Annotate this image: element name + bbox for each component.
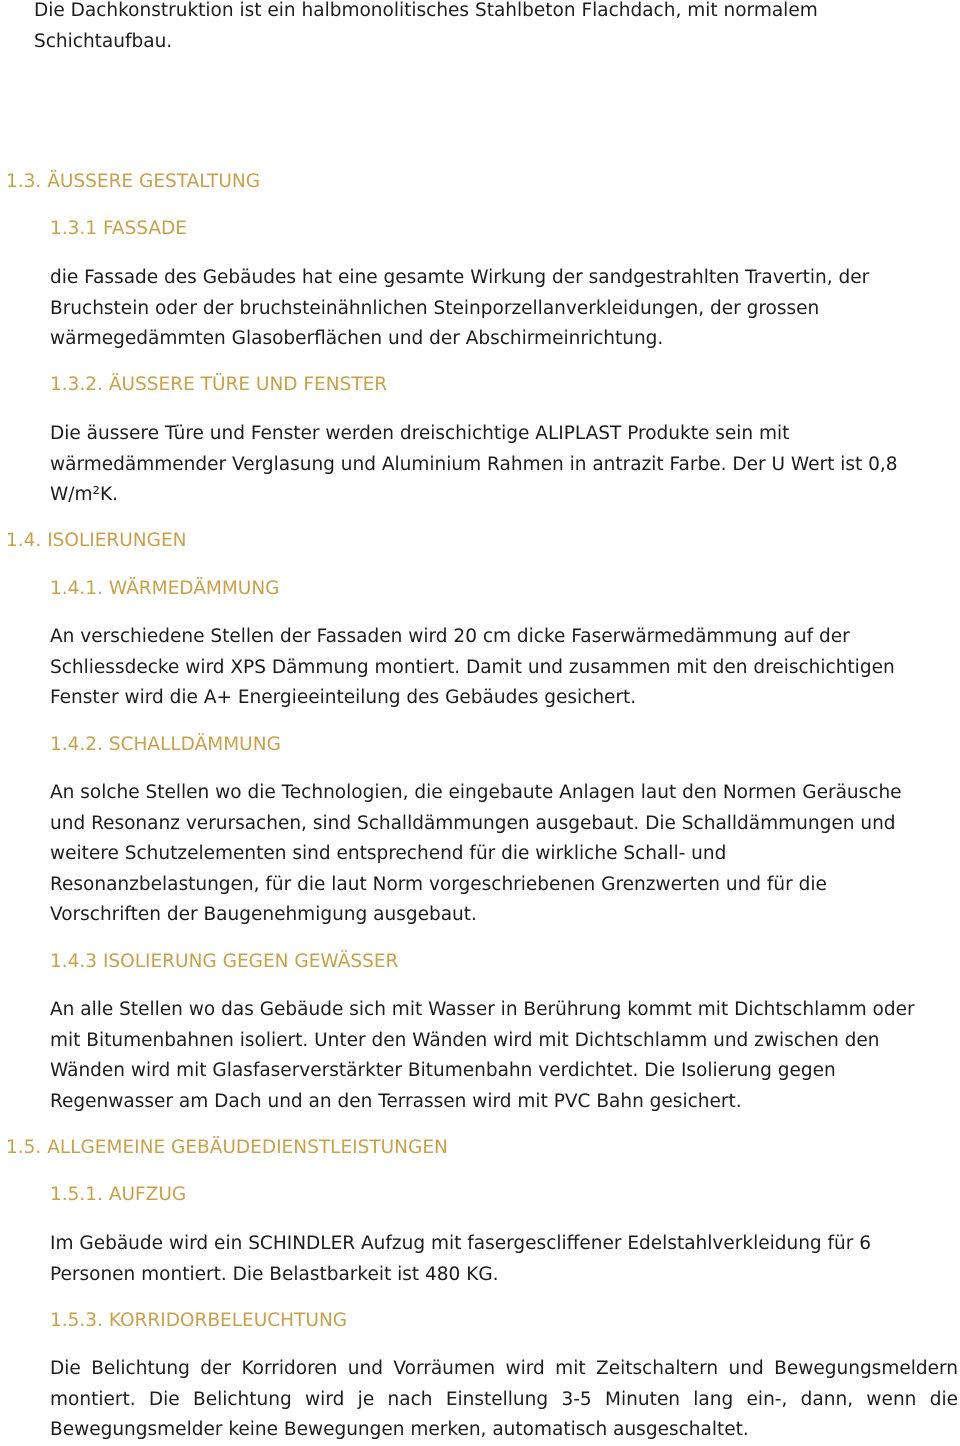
heading-1-4-1	[50, 576, 280, 602]
heading-1-5	[6, 1135, 448, 1161]
schalldaemmung-paragraph: An solche Stellen wo die Technologien, die eingebaute Anlagen laut den Normen Geräusche und Resonanz verursachen, sind Schalldämmungen ausgebaut. Die Schalldämmungen und weitere Schutzelementen sind entsprechend für die wirkliche Schall- und Resonanzbelastungen, für die laut Norm vorgeschriebenen Grenzwerten und für die Vorschriften der Baugenehmigung ausgebaut.	[50, 782, 902, 925]
heading-1-4-3	[50, 949, 398, 975]
heading-number: 1.3.	[6, 171, 42, 192]
heading-1-4-2	[50, 732, 281, 758]
heading-number: 1.3.1	[50, 218, 98, 239]
heading-number: 1.5.3.	[50, 1310, 103, 1331]
fassade-paragraph: die Fassade des Gebäudes hat eine gesamte Wirkung der sandgestrahlten Travertin, der Bruchstein oder der bruchsteinähnlichen Steinporzellanverkleidungen, der grossen wärmegedämmten Glasoberflächen und der Abschirmeinrichtung.	[50, 267, 870, 349]
heading-title: SCHALLDÄMMUNG	[108, 734, 281, 755]
heading-title: KORRIDORBELEUCHTUNG	[108, 1310, 348, 1331]
heading-number: 1.4.1.	[50, 578, 103, 599]
heading-title: ALLGEMEINE GEBÄUDEDIENSTLEISTUNGEN	[47, 1137, 448, 1158]
waermedaemmung-paragraph: An verschiedene Stellen der Fassaden wird 20 cm dicke Faserwärmedämmung auf der Schliessdecke wird XPS Dämmung montiert. Damit und zusammen mit den dreischichtigen Fenster wird die A+ Energieeinteilung des Gebäudes gesichert.	[50, 626, 895, 708]
heading-number: 1.5.	[6, 1137, 42, 1158]
heading-number: 1.4.2.	[50, 734, 103, 755]
heading-title: ISOLIERUNG GEGEN GEWÄSSER	[102, 951, 399, 972]
heading-number: 1.3.2.	[50, 374, 103, 395]
heading-1-4	[6, 528, 187, 554]
heading-1-3-2	[50, 372, 387, 398]
heading-1-5-3	[50, 1308, 347, 1334]
heading-number: 1.5.1.	[50, 1184, 103, 1205]
tuere-fenster-paragraph: Die äussere Türe und Fenster werden dreischichtige ALIPLAST Produkte sein mit wärmedämmender Verglasung und Aluminium Rahmen in antrazit Farbe. Der U Wert ist 0,8 W/m²K.	[50, 423, 898, 505]
gewaesser-paragraph: An alle Stellen wo das Gebäude sich mit Wasser in Berührung kommt mit Dichtschlamm oder mit Bitumenbahnen isoliert. Unter den Wänden wird mit Dichtschlamm und zwischen den Wänden wird mit Glasfaserverstärkter Bitumenbahn verdichtet. Die Isolierung gegen Regenwasser am Dach und an den Terrassen wird mit PVC Bahn gesichert.	[50, 999, 915, 1112]
heading-title: ÄUSSERE GESTALTUNG	[47, 171, 261, 192]
heading-title: ÄUSSERE TÜRE UND FENSTER	[108, 374, 388, 395]
aufzug-paragraph: Im Gebäude wird ein SCHINDLER Aufzug mit fasergescliffener Edelstahlverkleidung für 6 Personen montiert. Die Belastbarkeit ist 480 KG.	[50, 1233, 872, 1285]
heading-1-5-1	[50, 1182, 186, 1208]
heading-number: 1.4.3	[50, 951, 98, 972]
heading-title: AUFZUG	[108, 1184, 187, 1205]
heading-number: 1.4.	[6, 530, 42, 551]
heading-title: FASSADE	[102, 218, 187, 239]
korridorbeleuchtung-paragraph: Die Belichtung der Korridoren und Vorräumen wird mit Zeitschaltern und Bewegungsmeldern montiert. Die Belichtung wird je nach Einstellung 3-5 Minuten lang ein-, dann, wenn die Bewegungsmelder keine Bewegungen merken, automatisch ausgeschaltet.	[50, 1358, 958, 1440]
heading-title: WÄRMEDÄMMUNG	[108, 578, 280, 599]
heading-1-3-1	[50, 216, 187, 242]
heading-title: ISOLIERUNGEN	[47, 530, 187, 551]
intro-paragraph: Die Dachkonstruktion ist ein halbmonolitisches Stahlbeton Flachdach, mit normalem Schichtaufbau.	[34, 0, 818, 52]
heading-1-3	[6, 169, 260, 195]
